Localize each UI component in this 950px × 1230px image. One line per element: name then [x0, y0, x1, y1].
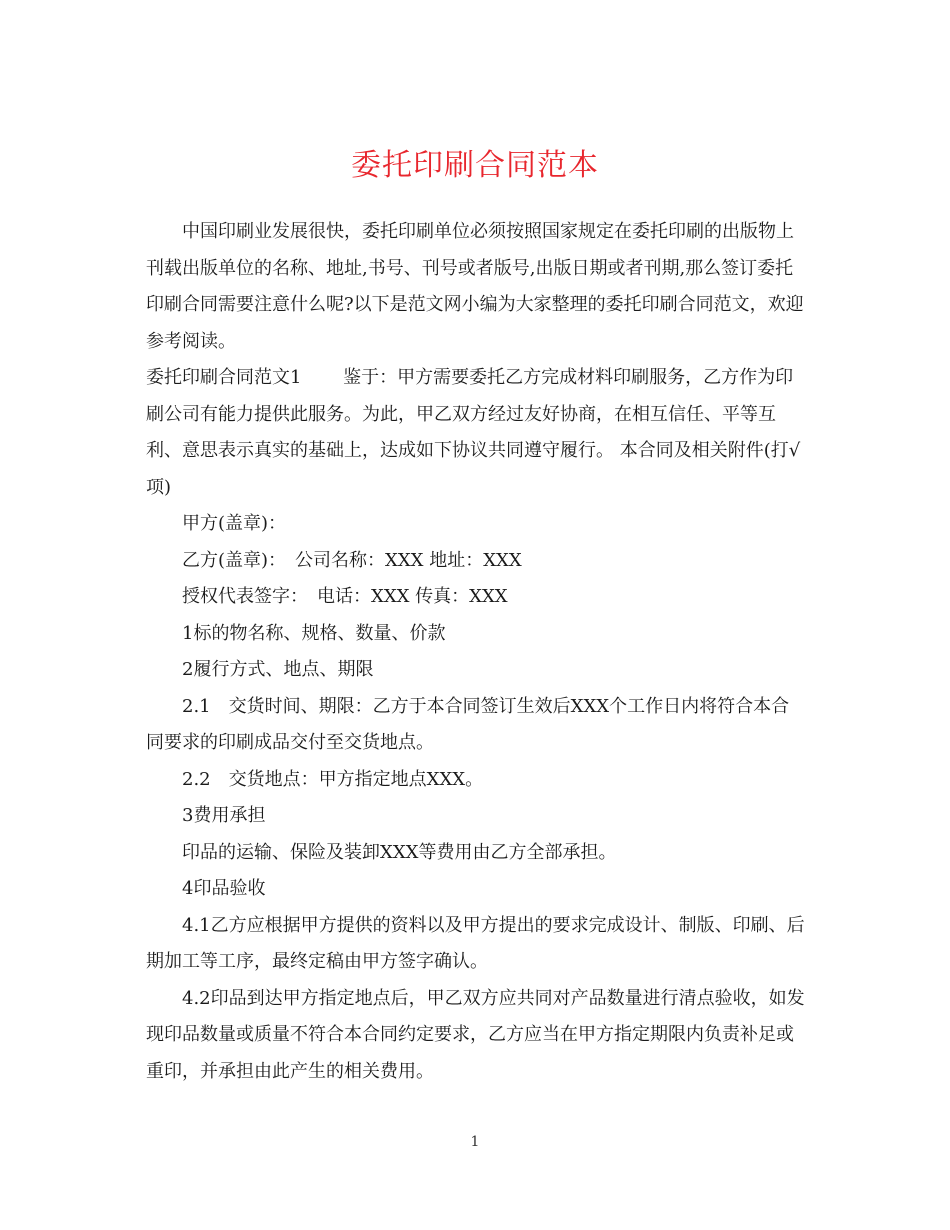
section-1-heading: 1标的物名称、规格、数量、价款 — [182, 622, 446, 644]
section-2-heading: 2履行方式、地点、期限 — [182, 659, 374, 680]
section-4-heading: 4印品验收 — [182, 878, 266, 899]
contract-preamble-paragraph: 委托印刷合同范文1 鉴于：甲方需要委托乙方完成材料印刷服务，乙方作为印刷公司有能力提供此服务。为此，甲乙双方经过友好协商，在相互信任、平等互利、意思表示真实的基础上，达成如下协议共同遵守履行。 本合同及相关附件(打√项) — [146, 367, 801, 498]
party-b-line: 乙方(盖章)： 公司名称：XXX 地址：XXX — [182, 549, 522, 571]
document-body — [146, 214, 806, 1090]
party-a-line: 甲方(盖章)： — [182, 513, 287, 534]
page-number: 1 — [470, 1134, 480, 1150]
section-3-heading: 3费用承担 — [182, 805, 266, 826]
representative-line: 授权代表签字： 电话：XXX 传真：XXX — [182, 586, 508, 607]
clause-2-1: 2.1 交货时间、期限：乙方于本合同签订生效后XXX个工作日内将符合本合同要求的印刷成品交付至交货地点。 — [146, 695, 790, 753]
clause-4-1: 4.1乙方应根据甲方提供的资料以及甲方提出的要求完成设计、制版、印刷、后期加工等工序，最终定稿由甲方签字确认。 — [146, 914, 805, 972]
clause-4-2: 4.2印品到达甲方指定地点后，甲乙双方应共同对产品数量进行清点验收，如发现印品数量或质量不符合本合同约定要求，乙方应当在甲方指定期限内负责补足或重印，并承担由此产生的相关费用。 — [146, 987, 805, 1082]
intro-paragraph: 中国印刷业发展很快，委托印刷单位必须按照国家规定在委托印刷的出版物上刊载出版单位的名称、地址,书号、刊号或者版号,出版日期或者刊期,那么签订委托印刷合同需要注意什么呢?以下是范文网小编为大家整理的委托印刷合同范文，欢迎参考阅读。 — [146, 221, 804, 352]
section-3-text: 印品的运输、保险及装卸XXX等费用由乙方全部承担。 — [182, 841, 617, 863]
document-title: 委托印刷合同范本 — [351, 148, 599, 183]
clause-2-2: 2.2 交货地点：甲方指定地点XXX。 — [182, 768, 484, 790]
